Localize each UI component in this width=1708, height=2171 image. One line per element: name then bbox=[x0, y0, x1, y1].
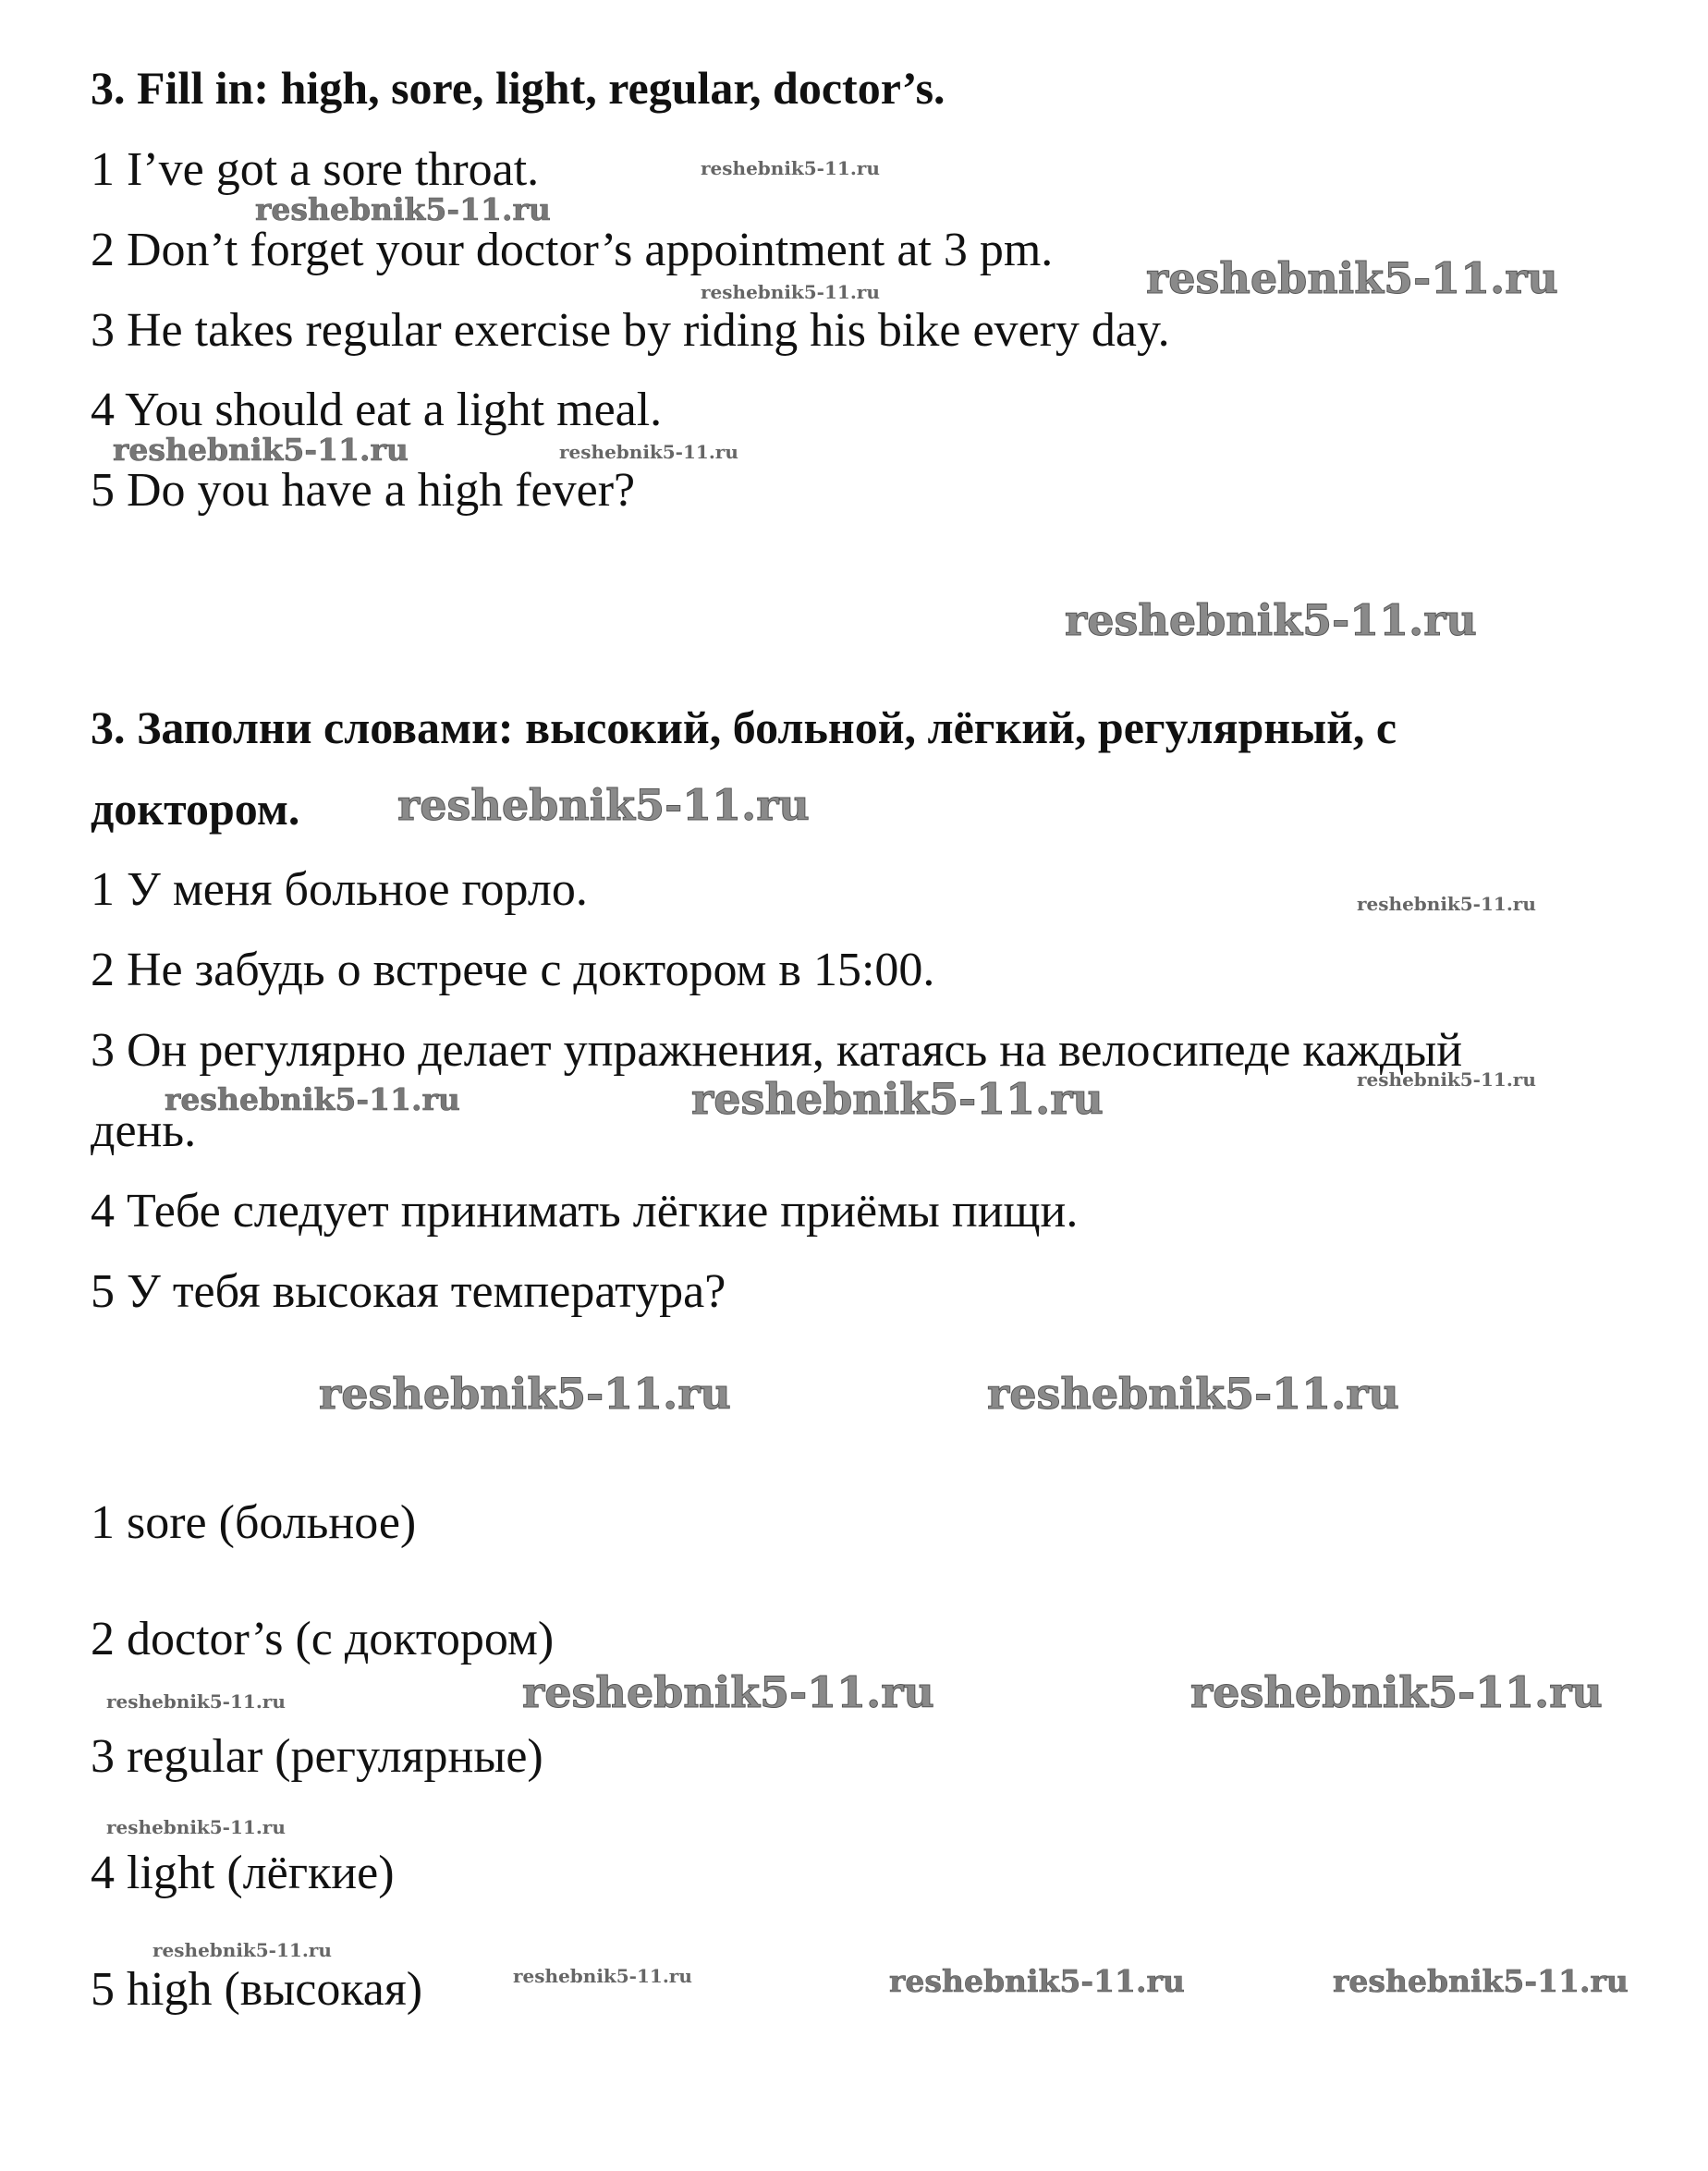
watermark: reshebnik5-11.ru bbox=[113, 432, 409, 468]
answer-5: 5 high (высокая) bbox=[91, 1963, 423, 2016]
watermark: reshebnik5-11.ru bbox=[1146, 253, 1558, 303]
watermark: reshebnik5-11.ru bbox=[152, 1939, 332, 1961]
watermark: reshebnik5-11.ru bbox=[319, 1369, 731, 1419]
watermark: reshebnik5-11.ru bbox=[691, 1074, 1104, 1124]
watermark: reshebnik5-11.ru bbox=[522, 1667, 934, 1717]
sentence-4-ru: 4 Тебе следует принимать лёгкие приёмы пищи. bbox=[91, 1185, 1079, 1238]
watermark: reshebnik5-11.ru bbox=[1357, 893, 1536, 915]
watermark: reshebnik5-11.ru bbox=[255, 191, 551, 227]
sentence-1-ru: 1 У меня больное горло. bbox=[91, 863, 588, 916]
sentence-4-en: 4 You should eat a light meal. bbox=[91, 384, 663, 436]
watermark: reshebnik5-11.ru bbox=[1190, 1667, 1603, 1717]
watermark: reshebnik5-11.ru bbox=[165, 1081, 460, 1117]
watermark: reshebnik5-11.ru bbox=[397, 780, 810, 830]
sentence-3-ru: 3 Он регулярно делает упражнения, катаясь на велосипеде каждый bbox=[91, 1024, 1463, 1077]
sentence-5-en: 5 Do you have a high fever? bbox=[91, 464, 636, 517]
exercise-heading-ru-line2: доктором. bbox=[91, 783, 300, 835]
answer-2: 2 doctor’s (с доктором) bbox=[91, 1613, 555, 1665]
watermark: reshebnik5-11.ru bbox=[1065, 595, 1477, 645]
watermark: reshebnik5-11.ru bbox=[889, 1963, 1185, 1999]
answer-4: 4 light (лёгкие) bbox=[91, 1847, 395, 1899]
sentence-2-ru: 2 Не забудь о встрече с доктором в 15:00. bbox=[91, 944, 935, 996]
answer-3: 3 regular (регулярные) bbox=[91, 1730, 543, 1783]
sentence-1-en: 1 I’ve got a sore throat. bbox=[91, 143, 540, 196]
watermark: reshebnik5-11.ru bbox=[701, 281, 880, 303]
watermark: reshebnik5-11.ru bbox=[1357, 1068, 1536, 1091]
exercise-heading-en: 3. Fill in: high, sore, light, regular, doctor’s. bbox=[91, 62, 946, 114]
exercise-heading-ru-line1: 3. Заполни словами: высокий, больной, лёгкий, регулярный, с bbox=[91, 701, 1397, 753]
answer-1: 1 sore (больное) bbox=[91, 1496, 417, 1549]
watermark: reshebnik5-11.ru bbox=[987, 1369, 1399, 1419]
watermark: reshebnik5-11.ru bbox=[701, 157, 880, 179]
watermark: reshebnik5-11.ru bbox=[559, 441, 738, 463]
watermark: reshebnik5-11.ru bbox=[1333, 1963, 1629, 1999]
watermark: reshebnik5-11.ru bbox=[106, 1816, 286, 1838]
sentence-3-en: 3 He takes regular exercise by riding his bike every day. bbox=[91, 304, 1170, 357]
sentence-5-ru: 5 У тебя высокая температура? bbox=[91, 1265, 726, 1318]
watermark: reshebnik5-11.ru bbox=[513, 1965, 692, 1987]
sentence-3-ru-continued: день. bbox=[91, 1104, 197, 1157]
watermark: reshebnik5-11.ru bbox=[106, 1690, 286, 1713]
sentence-2-en: 2 Don’t forget your doctor’s appointment at 3 pm. bbox=[91, 224, 1054, 276]
